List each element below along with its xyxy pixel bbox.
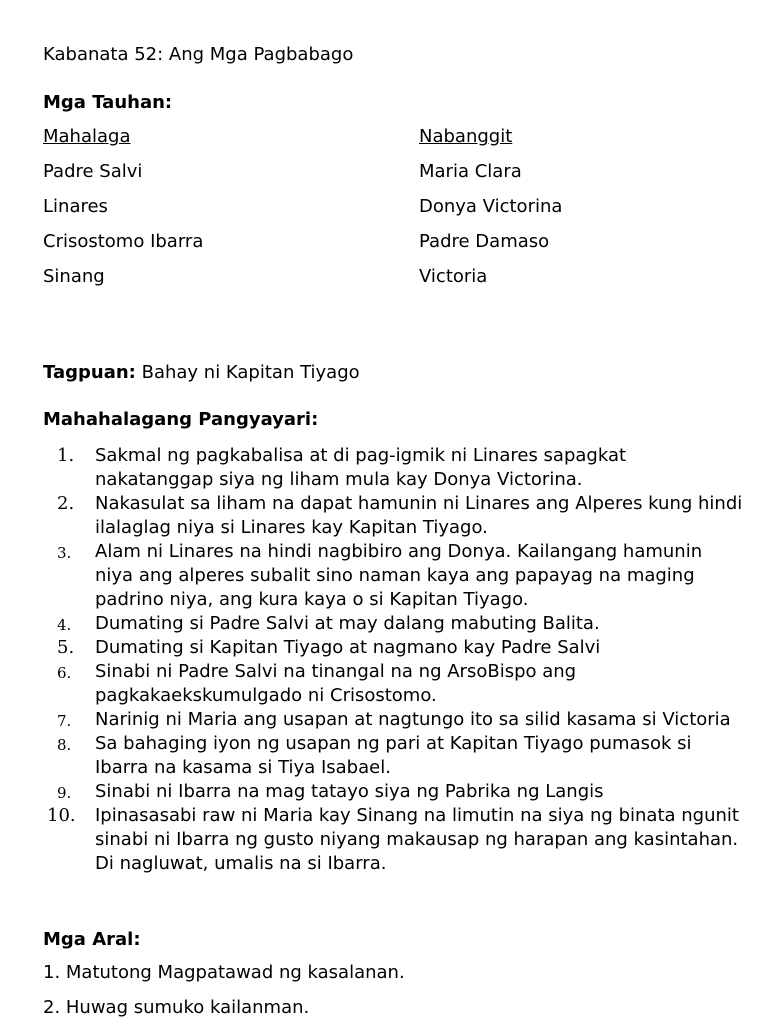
mahalaga-label: Mahalaga	[43, 126, 131, 147]
list-text: Sa bahaging iyon ng usapan ng pari at Kapitan Tiyago pumasok si Ibarra na kasama si Tiya Isabael.	[95, 733, 692, 778]
nabanggit-label: Nabanggit	[419, 126, 513, 147]
list-item	[43, 780, 743, 804]
list-item	[43, 732, 743, 780]
list-number: 5.	[57, 637, 75, 658]
list-number: 9.	[57, 784, 72, 802]
nabanggit-item: Maria Clara	[419, 161, 522, 182]
list-item	[43, 636, 743, 660]
mahalaga-column	[43, 127, 203, 302]
mahalaga-item: Sinang	[43, 266, 105, 287]
tauhan-heading: Mga Tauhan:	[43, 92, 173, 113]
events-list	[43, 444, 743, 876]
mahalaga-item: Linares	[43, 196, 108, 217]
list-text: Sinabi ni Padre Salvi na tinangal na ng ArsoBispo ang pagkakaekskumulgado ni Crisostomo.	[95, 661, 577, 706]
list-text: Dumating si Kapitan Tiyago at nagmano kay Padre Salvi	[95, 637, 601, 658]
chapter-title: Kabanata 52: Ang Mga Pagbabago	[43, 44, 354, 65]
nabanggit-item: Victoria	[419, 266, 488, 287]
aral-item: 1. Matutong Magpatawad ng kasalanan.	[43, 962, 405, 983]
list-item	[43, 804, 743, 876]
list-item	[43, 708, 743, 732]
list-number: 10.	[47, 805, 76, 826]
aral-heading: Mga Aral:	[43, 929, 141, 950]
list-item	[43, 660, 743, 708]
list-text: Sakmal ng pagkabalisa at di pag-igmik ni Linares sapagkat nakatanggap siya ng liham mula kay Donya Victorina.	[95, 445, 627, 490]
list-number: 6.	[57, 664, 72, 682]
mahalaga-item: Padre Salvi	[43, 161, 143, 182]
list-text: Narinig ni Maria ang usapan at nagtungo ito sa silid kasama si Victoria	[95, 709, 731, 730]
nabanggit-item: Donya Victorina	[419, 196, 563, 217]
list-number: 1.	[57, 445, 75, 466]
list-item	[43, 540, 743, 612]
tagpuan-value: Bahay ni Kapitan Tiyago	[141, 362, 360, 383]
list-item	[43, 444, 743, 492]
aral-item: 2. Huwag sumuko kailanman.	[43, 997, 310, 1018]
list-text: Alam ni Linares na hindi nagbibiro ang Donya. Kailangang hamunin niya ang alperes subalit sino naman kaya ang papayag na maging padrino niya, ang kura kaya o si Kapitan Tiyago.	[95, 541, 703, 610]
list-number: 7.	[57, 712, 72, 730]
nabanggit-item: Padre Damaso	[419, 231, 550, 252]
tagpuan-line	[43, 362, 360, 383]
list-number: 8.	[57, 736, 72, 754]
mahalaga-item: Crisostomo Ibarra	[43, 231, 204, 252]
tagpuan-label: Tagpuan:	[43, 362, 136, 383]
list-text: Sinabi ni Ibarra na mag tatayo siya ng Pabrika ng Langis	[95, 781, 604, 802]
list-number: 2.	[57, 493, 75, 514]
list-item	[43, 612, 743, 636]
list-number: 4.	[57, 616, 72, 634]
list-text: Dumating si Padre Salvi at may dalang mabuting Balita.	[95, 613, 600, 634]
pangyayari-heading: Mahahalagang Pangyayari:	[43, 409, 319, 430]
nabanggit-column	[419, 127, 562, 302]
list-item	[43, 492, 743, 540]
aral-list	[43, 961, 405, 1031]
list-text: Ipinasasabi raw ni Maria kay Sinang na limutin na siya ng binata ngunit sinabi ni Ibarra ng gusto niyang makausap ng harapan ang kasintahan. Di nagluwat, umalis na si Ibarra.	[95, 805, 739, 874]
list-number: 3.	[57, 544, 72, 562]
list-text: Nakasulat sa liham na dapat hamunin ni Linares ang Alperes kung hindi ilalaglag niya si Linares kay Kapitan Tiyago.	[95, 493, 743, 538]
